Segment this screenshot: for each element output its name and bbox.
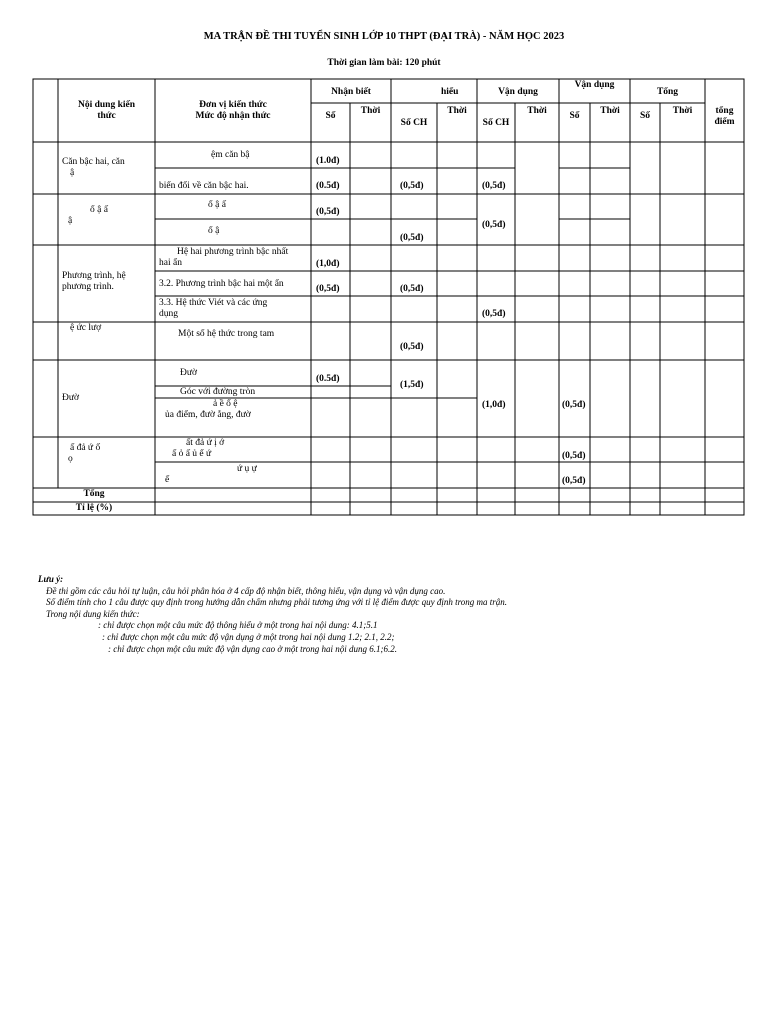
note-line: : chỉ được chọn một câu mức độ vận dụng ở một trong hai nội dung 1.2; 2.1, 2.2; [102,631,395,642]
cell-value: (0.5đ) [316,181,340,191]
header-tong: Tổng [656,87,679,97]
row-tong-label: Tổng [83,489,105,499]
header-tong-diem: tổng điểm [714,106,735,127]
header-thoi: Thời [447,106,467,116]
header-so: Số [569,111,580,121]
header-so: Số [325,111,336,121]
cell-value: (0,5đ) [562,451,586,461]
cell-value: (0,5đ) [562,476,586,486]
topic-row-6: ấ đả ứ ố ọ [68,443,101,464]
unit-6-1: ất đả ứ ị ớ ấ ỏ ấ ủ ể ứ [172,438,225,459]
cell-value: (1,0đ) [482,400,506,410]
unit-5-1: Đườ [180,368,198,378]
cell-value: (1,0đ) [316,259,340,269]
topic-can-bac-hai: Căn bậc hai, căn ậ [62,157,125,178]
note-line: Trong nội dung kiến thức: [46,608,140,619]
topic-row-2: ố ậ ấ ậ [68,205,108,226]
cell-value: (0,5đ) [562,400,586,410]
note-line: Đề thi gồm các câu hỏi tự luận, câu hỏi phân hóa ở 4 cấp độ nhận biết, thông hiểu, vận dụng và vận dụng cao. [46,585,446,596]
topic-duong-tron: Đườ [62,393,80,403]
header-van-dung: Vận dụng [498,87,538,97]
header-thong-hieu: hiểu [441,87,459,97]
row-ti-le-label: Tỉ lệ (%) [75,503,113,513]
unit-6-2: ứ ụ ự ế [165,464,257,485]
unit-4-1: Một số hệ thức trong tam [178,329,275,339]
cell-value: (0,5đ) [316,284,340,294]
header-thoi: Thời [672,106,693,116]
header-so: Số [639,111,651,121]
header-thoi: Thời [527,106,547,116]
header-nhan-biet: Nhận biết [331,87,371,97]
note-line: Số điểm tính cho 1 câu được quy định trong hướng dẫn chấm nhưng phải tương ứng với tỉ lệ điểm được quy định trong ma trận. [46,597,508,608]
notes-heading: Lưu ý: [38,574,64,584]
cell-value: (0.5đ) [316,374,340,384]
cell-value: (0,5đ) [482,220,506,230]
unit-1-2: biến đổi về căn bậc hai. [159,181,249,191]
notes-section [38,574,507,655]
unit-3-1: Hệ hai phương trình bậc nhất hai ẩn [159,247,289,268]
document-subtitle: Thời gian làm bài: 120 phút [327,58,441,68]
header-don-vi: Đơn vị kiến thức Mức độ nhận thức [195,100,271,121]
header-thoi: Thời [360,106,381,116]
topic-phuong-trinh: Phương trình, hệ phương trình. [62,271,126,292]
cell-value: (0,5đ) [316,207,340,217]
cell-value: (0,5đ) [400,284,424,294]
cell-value: (0,5đ) [400,181,424,191]
unit-5-3: ả ề ố ệ ủa điểm, đườ ẳng, đườ [165,399,251,420]
unit-2-2: ố ậ [208,226,220,236]
note-line: : chỉ được chọn một câu mức độ thông hiểu ở một trong hai nội dung: 4.1;5.1 [98,620,378,631]
cell-value: (1.0đ) [316,156,340,166]
header-so-ch: Số CH [482,118,510,128]
unit-2-1: ố ậ ấ [208,200,226,210]
header-thoi: Thời [600,106,620,116]
header-so-ch: Số CH [400,118,428,128]
cell-value: (0,5đ) [482,309,506,319]
document-title: MA TRẬN ĐỀ THI TUYỂN SINH LỚP 10 THPT (ĐẠI TRÀ) - NĂM HỌC 2023 [203,31,565,42]
cell-value: (0,5đ) [400,233,424,243]
unit-3-3: 3.3. Hệ thức Viét và các ứng dụng [159,298,268,319]
cell-value: (0,5đ) [400,342,424,352]
cell-value: (1,5đ) [400,380,424,390]
note-line: : chỉ được chọn một câu mức độ vận dụng cao ở một trong hai nội dung 6.1;6.2. [108,643,398,654]
unit-5-2: Góc với đường tròn [180,387,256,397]
topic-he-thuc-luong: ệ ức lượ [70,323,102,333]
header-van-dung-cao: Vận dụng [574,80,615,90]
unit-1-1: ệm căn bậ [211,150,250,160]
header-noi-dung: Nội dung kiến thức [77,100,136,121]
cell-value: (0,5đ) [482,181,506,191]
unit-3-2: 3.2. Phương trình bậc hai một ẩn [159,279,284,289]
